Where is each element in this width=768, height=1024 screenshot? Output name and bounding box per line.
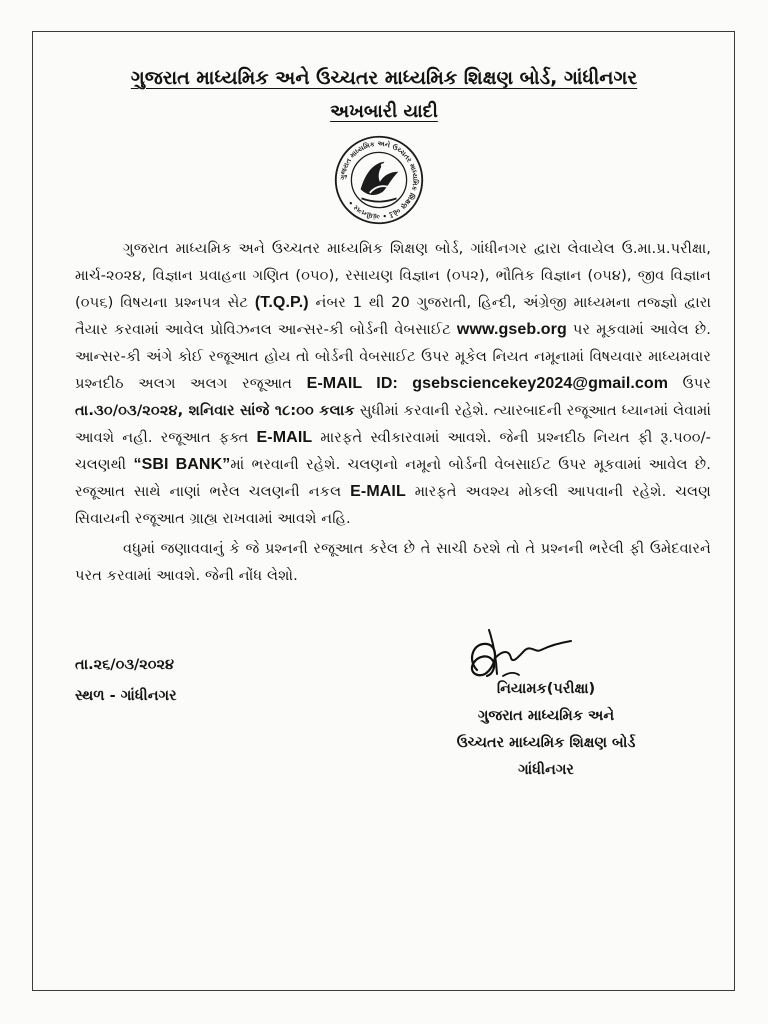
email-label: E-MAIL (350, 483, 406, 500)
board-title: ગુજરાત માધ્યમિક અને ઉચ્ચતર માધ્યમિક શિક્ષણ બોર્ડ, ગાંધીનગર (130, 67, 638, 89)
website-link[interactable]: www.gseb.org (456, 321, 567, 338)
notice-paragraph-2: વધુમાં જણાવવાનું કે જે પ્રશ્નની રજૂઆત કરેલ છે તે સાચી ઠરશે તો તે પ્રશ્નની ભરેલી ફી ઉમેદવારને પરત કરવામાં આવશે. જેની નોંધ લેશો. (75, 540, 711, 584)
notice-date: તા.૨૬/૦૩/૨૦૨૪ (75, 657, 175, 673)
date-place-block (75, 650, 177, 712)
signatory-org-line-2: ઉચ્ચતર માધ્યમિક શિક્ષણ બોર્ડ (456, 735, 636, 751)
notice-paragraph-1: ગુજરાત માધ્યમિક અને ઉચ્ચતર માધ્યમિક શિક્ષણ બોર્ડ, ગાંધીનગર દ્વારા લેવાયેલ ઉ.મા.પ્ર.પરીક્ષા, માર્ચ-૨૦૨૪, વિજ્ઞાન પ્રવાહના ગણિત (૦૫૦), રસાયણ વિજ્ઞાન (૦૫૨), ભૌતિક વિજ્ઞાન (૦૫૪), જીવ વિજ્ઞાન (૦૫૬) વિષયના પ્રશ્નપત્ર સેટ (T.Q.P.) નંબર 1 થી 20 ગુજરાતી, હિન્દી, અંગ્રેજી માધ્યમના તજ્જ્ઞો દ્વારા તૈયાર કરવામાં આવેલ પ્રોવિઝનલ આન્સર-કી બોર્ડની વેબસાઈટ www.gseb.org પર મૂકવામાં આવેલ છે. આન્સર-કી અંગે કોઈ રજૂઆત હોય તો બોર્ડની વેબસાઈટ ઉપર મૂકેલ નિયત નમૂનામાં વિષયવાર માધ્યમવાર પ્રશ્નદીઠ અલગ અલગ રજૂઆત E-MAIL ID: gsebsciencekey2024@gmail.com ઉપર તા.૩૦/૦૩/૨૦૨૪, શનિવાર સાંજે ૧૮:૦૦ કલાક સુધીમાં કરવાની રહેશે. ત્યારબાદની રજૂઆત ધ્યાનમાં લેવામાં આવશે નહી. રજૂઆત ફક્ત E-MAIL મારફતે સ્વીકારવામાં આવશે. જેની પ્રશ્નદીઠ નિયત ફી રૂ.૫૦૦/- ચલણથી “SBI BANK”માં ભરવાની રહેશે. ચલણનો નમૂનો બોર્ડની વેબસાઈટ ઉપર મૂકવામાં આવેલ છે. રજૂઆત સાથે નાણાં ભરેલ ચલણની નકલ E-MAIL મારફતે અવશ્ય મોકલી આપવાની રહેશે. ચલણ સિવાયની રજૂઆત ગ્રાહ્ય રાખવામાં આવશે નહિ. (75, 240, 711, 527)
signatory-designation: નિયામક(પરીક્ષા) (496, 681, 596, 697)
signatory-city: ગાંધીનગર (518, 762, 574, 778)
notice-body (75, 235, 711, 589)
notice-heading: અખબારી યાદી (330, 101, 438, 122)
board-seal-logo (333, 134, 425, 226)
seal-ring-text: ગુજરાત માધ્યમિક અને ઉચ્ચતર માધ્યમિક શિક્ષણ બોર્ડ • ગાંધીનગર • (338, 139, 420, 221)
notice-place: સ્થળ - ગાંધીનગર (75, 688, 177, 704)
deadline-text: તા.૩૦/૦૩/૨૦૨૪, શનિવાર સાંજે ૧૮:૦૦ કલાક (75, 402, 355, 419)
signatory-block (440, 676, 652, 784)
signatory-org-line-1: ગુજરાત માધ્યમિક અને (477, 708, 615, 724)
bank-name: “SBI BANK” (133, 456, 231, 473)
email-label: E-MAIL (256, 429, 313, 446)
tqp-label: (T.Q.P.) (254, 294, 309, 311)
email-link[interactable]: E-MAIL ID: gsebsciencekey2024@gmail.com (306, 375, 669, 392)
